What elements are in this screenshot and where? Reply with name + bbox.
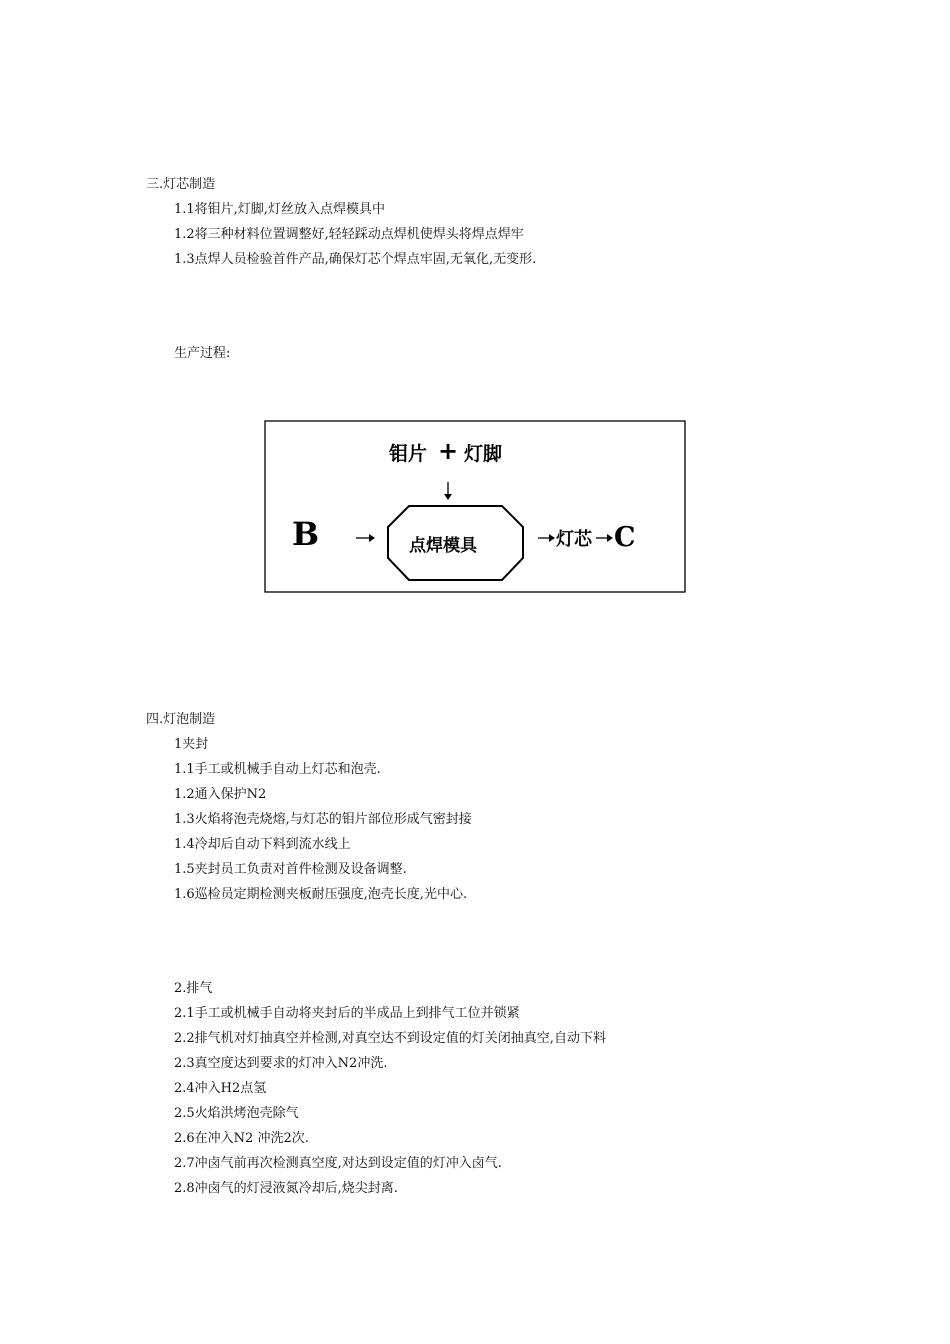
part-1-step: 1.2通入保护N2: [174, 787, 267, 802]
part-2-step: 2.5火焰洪烤泡壳除气: [174, 1106, 299, 1121]
section-3-step: 1.3点焊人员检验首件产品,确保灯芯个焊点牢固,无氧化,无变形.: [174, 252, 537, 267]
part-2-step: 2.6在冲入N2 冲洗2次.: [174, 1131, 309, 1146]
part-2-step: 2.7冲卤气前再次检测真空度,对达到设定值的灯冲入卤气.: [174, 1156, 502, 1171]
part-1-step: 1.5夹封员工负责对首件检测及设备调整.: [174, 862, 407, 877]
part-1-step: 1.4冷却后自动下料到流水线上: [174, 837, 351, 852]
input-pin-label: 灯脚: [464, 443, 503, 465]
part-1-step: 1.6巡检员定期检测夹板耐压强度,泡壳长度,光中心.: [174, 887, 468, 902]
part-1-step: 1.1手工或机械手自动上灯芯和泡壳.: [174, 762, 381, 777]
part-2-step: 2.4冲入H2点氢: [174, 1081, 267, 1096]
station-label: 点焊模具: [409, 536, 477, 556]
input-molybdenum-label: 钼片: [389, 443, 428, 465]
part-1-step: 1.3火焰将泡壳烧熔,与灯芯的钼片部位形成气密封接: [174, 812, 472, 827]
section-3-heading: 三.灯芯制造: [146, 177, 216, 192]
process-label: 生产过程:: [174, 346, 231, 361]
part-2-step: 2.8冲卤气的灯浸液氮冷却后,烧尖封离.: [174, 1181, 398, 1196]
plus-sign: +: [438, 437, 459, 465]
part-2-step: 2.3真空度达到要求的灯冲入N2冲洗.: [174, 1056, 388, 1071]
section-3-step: 1.2将三种材料位置调整好,轻轻踩动点焊机使焊头将焊点焊牢: [174, 227, 524, 242]
input-b-label: B: [292, 515, 320, 553]
section-3-step: 1.1将钼片,灯脚,灯丝放入点焊模具中: [174, 202, 385, 217]
part-2-title: 2.排气: [174, 981, 213, 996]
output-c-label: C: [614, 522, 636, 553]
process-diagram: [264, 420, 686, 593]
section-4-heading: 四.灯泡制造: [146, 712, 216, 727]
part-2-step: 2.2排气机对灯抽真空并检测,对真空达不到设定值的灯关闭抽真空,自动下料: [174, 1031, 606, 1046]
part-1-title: 1夹封: [174, 737, 209, 752]
output-product-label: 灯芯: [556, 529, 592, 550]
part-2-step: 2.1手工或机械手自动将夹封后的半成品上到排气工位并锁紧: [174, 1006, 520, 1021]
